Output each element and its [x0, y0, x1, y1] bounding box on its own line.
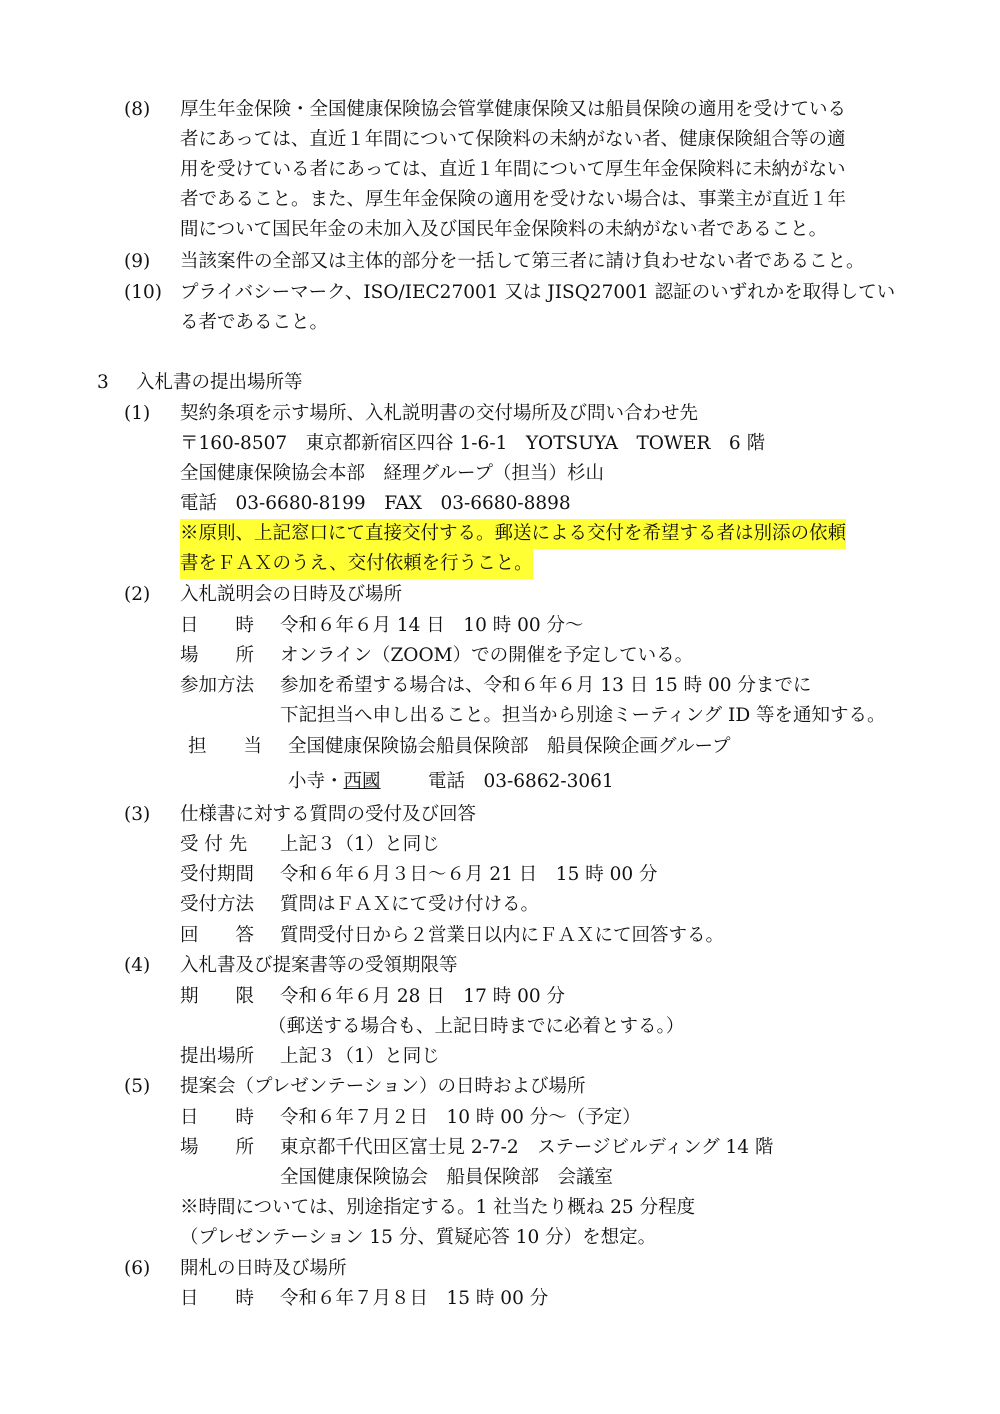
- s3-row-2-label: 受付期間: [180, 864, 255, 885]
- s4-deadline-value: 令和６年６月 28 日 17 時 00 分: [280, 986, 566, 1007]
- s4-title: 入札書及び提案書等の受領期限等: [180, 955, 458, 976]
- item-10-line-2: る者であること。: [180, 312, 329, 333]
- s5-place-value-1: 東京都千代田区富士見 2-7-2 ステージビルディング 14 階: [280, 1137, 774, 1158]
- s2-date-value: 令和６年６月 14 日 10 時 00 分～: [280, 615, 584, 636]
- s6-date-label: 日 時: [180, 1288, 255, 1309]
- s2-date-label: 日 時: [180, 615, 255, 636]
- s5-date-label: 日 時: [180, 1107, 255, 1128]
- s1-note-line-1: ※原則、上記窓口にて直接交付する。郵送による交付を希望する者は別添の依頼: [180, 519, 846, 549]
- s4-place-label: 提出場所: [180, 1046, 255, 1067]
- s2-contact-phone: 電話 03-6862-3061: [428, 771, 614, 792]
- item-8-number: (8): [124, 99, 151, 120]
- s2-place-value: オンライン（ZOOM）での開催を予定している。: [280, 645, 694, 666]
- s2-contact-label: 担 当: [188, 736, 263, 757]
- s1-dept: 全国健康保険協会本部 経理グループ（担当）杉山: [180, 463, 605, 484]
- s3-row-4-label: 回 答: [180, 925, 255, 946]
- s3-row-1-value: 上記３（1）と同じ: [280, 834, 440, 855]
- s3-number: (3): [124, 804, 151, 825]
- s3-row-3-label: 受付方法: [180, 894, 255, 915]
- s2-contact-names: [288, 767, 381, 797]
- s5-place-label: 場 所: [180, 1137, 255, 1158]
- s3-row-1-label: 受 付 先: [180, 834, 248, 855]
- item-9-number: (9): [124, 251, 151, 272]
- s4-deadline-label: 期 限: [180, 986, 255, 1007]
- s1-number: (1): [124, 403, 151, 424]
- s6-title: 開札の日時及び場所: [180, 1258, 347, 1279]
- s6-number: (6): [124, 1258, 151, 1279]
- item-9-line-1: 当該案件の全部又は主体的部分を一括して第三者に請け負わせない者であること。: [180, 251, 865, 272]
- s2-contact-value: 全国健康保険協会船員保険部 船員保険企画グループ: [288, 736, 731, 757]
- s3-title: 仕様書に対する質問の受付及び回答: [180, 804, 477, 825]
- s6-date-value: 令和６年７月８日 15 時 00 分: [280, 1288, 549, 1309]
- s3-row-4-value: 質問受付日から２営業日以内にＦＡＸにて回答する。: [280, 925, 725, 946]
- item-10-line-1: プライバシーマーク、ISO/IEC27001 又は JISQ27001 認証のいずれかを取得してい: [180, 282, 896, 303]
- item-8-line-1: 厚生年金保険・全国健康保険協会管掌健康保険又は船員保険の適用を受けている: [180, 99, 847, 120]
- s5-place-value-2: 全国健康保険協会 船員保険部 会議室: [280, 1167, 614, 1188]
- s1-title: 契約条項を示す場所、入札説明書の交付場所及び問い合わせ先: [180, 403, 699, 424]
- item-8-line-5: 間について国民年金の未加入及び国民年金保険料の未納がない者であること。: [180, 219, 828, 240]
- s5-note-line-2: （プレゼンテーション 15 分、質疑応答 10 分）を想定。: [180, 1227, 657, 1248]
- item-10-number: (10): [124, 282, 162, 303]
- s4-number: (4): [124, 955, 151, 976]
- s1-address: 〒160-8507 東京都新宿区四谷 1-6-1 YOTSUYA TOWER 6 階: [180, 433, 766, 454]
- s2-method-value-1: 参加を希望する場合は、令和６年６月 13 日 15 時 00 分までに: [280, 675, 812, 696]
- s5-date-value: 令和６年７月２日 10 時 00 分～（予定）: [280, 1107, 641, 1128]
- s3-row-3-value: 質問はＦＡＸにて受け付ける。: [280, 894, 540, 915]
- s1-phone: 電話 03-6680-8199 FAX 03-6680-8898: [180, 493, 571, 514]
- s4-place-value: 上記３（1）と同じ: [280, 1046, 440, 1067]
- s2-number: (2): [124, 584, 151, 605]
- item-8-line-3: 用を受けている者にあっては、直近１年間について厚生年金保険料に未納がない: [180, 159, 846, 180]
- s1-note-line-2: 書をＦＡＸのうえ、交付依頼を行うこと。: [180, 549, 533, 579]
- item-8-line-2: 者にあっては、直近１年間について保険料の未納がない者、健康保険組合等の適: [180, 129, 846, 150]
- s2-names-prefix: 小寺・: [288, 771, 344, 792]
- s5-number: (5): [124, 1076, 151, 1097]
- section-3-number: 3: [97, 372, 109, 393]
- s5-title: 提案会（プレゼンテーション）の日時および場所: [180, 1076, 586, 1097]
- s2-names-underlined: 西國: [343, 771, 381, 792]
- s2-method-value-2: 下記担当へ申し出ること。担当から別途ミーティング ID 等を通知する。: [280, 705, 886, 726]
- s3-row-2-value: 令和６年６月３日～６月 21 日 15 時 00 分: [280, 864, 658, 885]
- s2-place-label: 場 所: [180, 645, 255, 666]
- s2-method-label: 参加方法: [180, 675, 255, 696]
- s2-title: 入札説明会の日時及び場所: [180, 584, 403, 605]
- section-3-title: 入札書の提出場所等: [136, 372, 303, 393]
- item-8-line-4: 者であること。また、厚生年金保険の適用を受けない場合は、事業主が直近１年: [180, 189, 847, 210]
- s5-note-line-1: ※時間については、別途指定する。1 社当たり概ね 25 分程度: [180, 1197, 696, 1218]
- s4-deadline-note: （郵送する場合も、上記日時までに必着とする。）: [268, 1016, 685, 1037]
